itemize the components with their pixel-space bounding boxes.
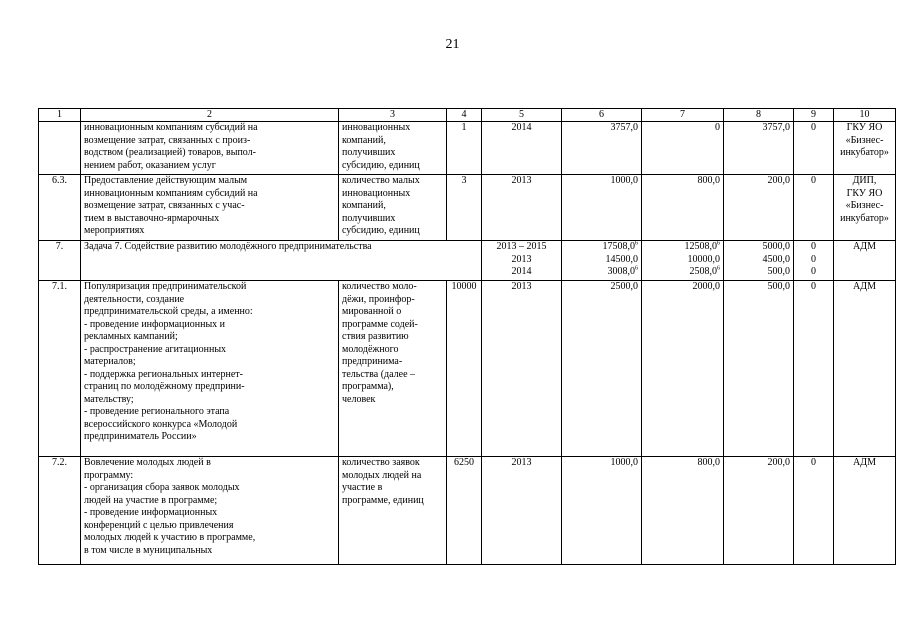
- year: 2014: [511, 266, 532, 277]
- amount-col9: 0: [794, 175, 834, 241]
- header-cell: 5: [482, 109, 562, 122]
- year: 2013: [511, 253, 532, 265]
- amount-col7: 800,0: [642, 175, 724, 241]
- row-number: [39, 122, 81, 175]
- amount-col9: 0: [811, 266, 816, 277]
- footnote-mark: 6: [717, 265, 720, 272]
- amount-col8: 4500,0: [762, 253, 790, 265]
- amount-col8: 5000,0: [762, 241, 790, 252]
- amount-col8: 500,0: [724, 281, 794, 457]
- year: 2013: [482, 281, 562, 457]
- indicator-name: инновационных компаний, получивших субсидию, единиц: [339, 122, 447, 175]
- amount-col9: 0: [794, 281, 834, 457]
- total-amount: 3757,0: [562, 122, 642, 175]
- indicator-name: количество моло- дёжи, проинфор- мированной о программе содей- ствия развитию молодёжного предпринима- тельства (далее – программа), человек: [339, 281, 447, 457]
- amount-col9: 0: [811, 241, 816, 252]
- indicator-value: 6250: [447, 457, 482, 565]
- amount-col8: 3757,0: [724, 122, 794, 175]
- amount-col7: 800,0: [642, 457, 724, 565]
- indicator-name: количество заявок молодых людей на участие в программе, единиц: [339, 457, 447, 565]
- task-col9: [794, 241, 834, 281]
- task-title: Задача 7. Содействие развитию молодёжного предпринимательства: [81, 241, 482, 281]
- total-amount: 1000,0: [562, 457, 642, 565]
- year: 2014: [482, 122, 562, 175]
- header-cell: 8: [724, 109, 794, 122]
- activity-name: Популяризация предпринимательской деятельности, создание предпринимательской среды, а именно: - проведение информационных и рекламных кампаний; - распространение агитационных материалов; - поддержка региональных интернет- страниц по молодёжному предприни- мательству; - проведение регионального этапа всероссийского конкурса «Молодой предприниматель России»: [81, 281, 339, 457]
- indicator-value: 10000: [447, 281, 482, 457]
- table-row: [39, 122, 896, 175]
- header-cell: 7: [642, 109, 724, 122]
- amount-col7: 12508,0$^6$: [684, 240, 720, 252]
- activity-name: Предоставление действующим малым инновационным компаниям субсидий на возмещение затрат, связанных с учас- тием в выставочно-ярмарочных мероприятиях: [81, 175, 339, 241]
- table-row: [39, 457, 896, 565]
- year: 2013: [482, 457, 562, 565]
- indicator-value: 3: [447, 175, 482, 241]
- header-cell: 4: [447, 109, 482, 122]
- task-col7: [642, 241, 724, 281]
- total-amount: 17508,0$^6$: [602, 240, 638, 252]
- header-cell: 3: [339, 109, 447, 122]
- amount-col8: 200,0: [724, 175, 794, 241]
- year: 2013 – 2015: [496, 241, 547, 252]
- total-amount: 2500,0: [562, 281, 642, 457]
- task-years: [482, 241, 562, 281]
- footnote-mark: 6: [717, 240, 720, 247]
- amount-col8: 200,0: [724, 457, 794, 565]
- header-cell: 10: [834, 109, 896, 122]
- indicator-value: 1: [447, 122, 482, 175]
- table-row: [39, 281, 896, 457]
- amount-col8: 500,0: [767, 266, 790, 277]
- indicator-name: количество малых инновационных компаний, получивших субсидию, единиц: [339, 175, 447, 241]
- task-row: [39, 241, 896, 281]
- footnote-mark: 6: [635, 265, 638, 272]
- executor: ГКУ ЯО «Бизнес- инкубатор»: [834, 122, 896, 175]
- executor: АДМ: [834, 281, 896, 457]
- header-cell: 6: [562, 109, 642, 122]
- amount-col9: 0: [811, 253, 816, 265]
- year: 2013: [482, 175, 562, 241]
- executor: АДМ: [834, 241, 896, 281]
- header-cell: 2: [81, 109, 339, 122]
- task-col8: [724, 241, 794, 281]
- amount-col7: 0: [642, 122, 724, 175]
- header-cell: 9: [794, 109, 834, 122]
- row-number: 6.3.: [39, 175, 81, 241]
- executor: ДИП, ГКУ ЯО «Бизнес- инкубатор»: [834, 175, 896, 241]
- amount-col7: 2508,0$^6$: [689, 265, 720, 277]
- amount-col7: 2000,0: [642, 281, 724, 457]
- total-amount: 3008,0$^6$: [607, 265, 638, 277]
- table-row: [39, 175, 896, 241]
- amount-col9: 0: [794, 457, 834, 565]
- header-cell: 1: [39, 109, 81, 122]
- program-table: [38, 108, 896, 565]
- task-totals: [562, 241, 642, 281]
- row-number: 7.1.: [39, 281, 81, 457]
- executor: АДМ: [834, 457, 896, 565]
- total-amount: 14500,0: [605, 253, 638, 265]
- amount-col7: 10000,0: [687, 253, 720, 265]
- page-number: 21: [445, 37, 460, 52]
- row-number: 7.2.: [39, 457, 81, 565]
- activity-name: Вовлечение молодых людей в программу: - организация сбора заявок молодых людей на участие в программе; - проведение информационных конференций с целью привлечения молодых людей к участию в программе, в том числе в муниципальных: [81, 457, 339, 565]
- activity-name: инновационным компаниям субсидий на возмещение затрат, связанных с произ- водством (реализацией) товаров, выпол- нением работ, оказанием услуг: [81, 122, 339, 175]
- row-number: 7.: [39, 241, 81, 281]
- footnote-mark: 6: [635, 240, 638, 247]
- amount-col9: 0: [794, 122, 834, 175]
- total-amount: 1000,0: [562, 175, 642, 241]
- table-header-row: [39, 109, 896, 122]
